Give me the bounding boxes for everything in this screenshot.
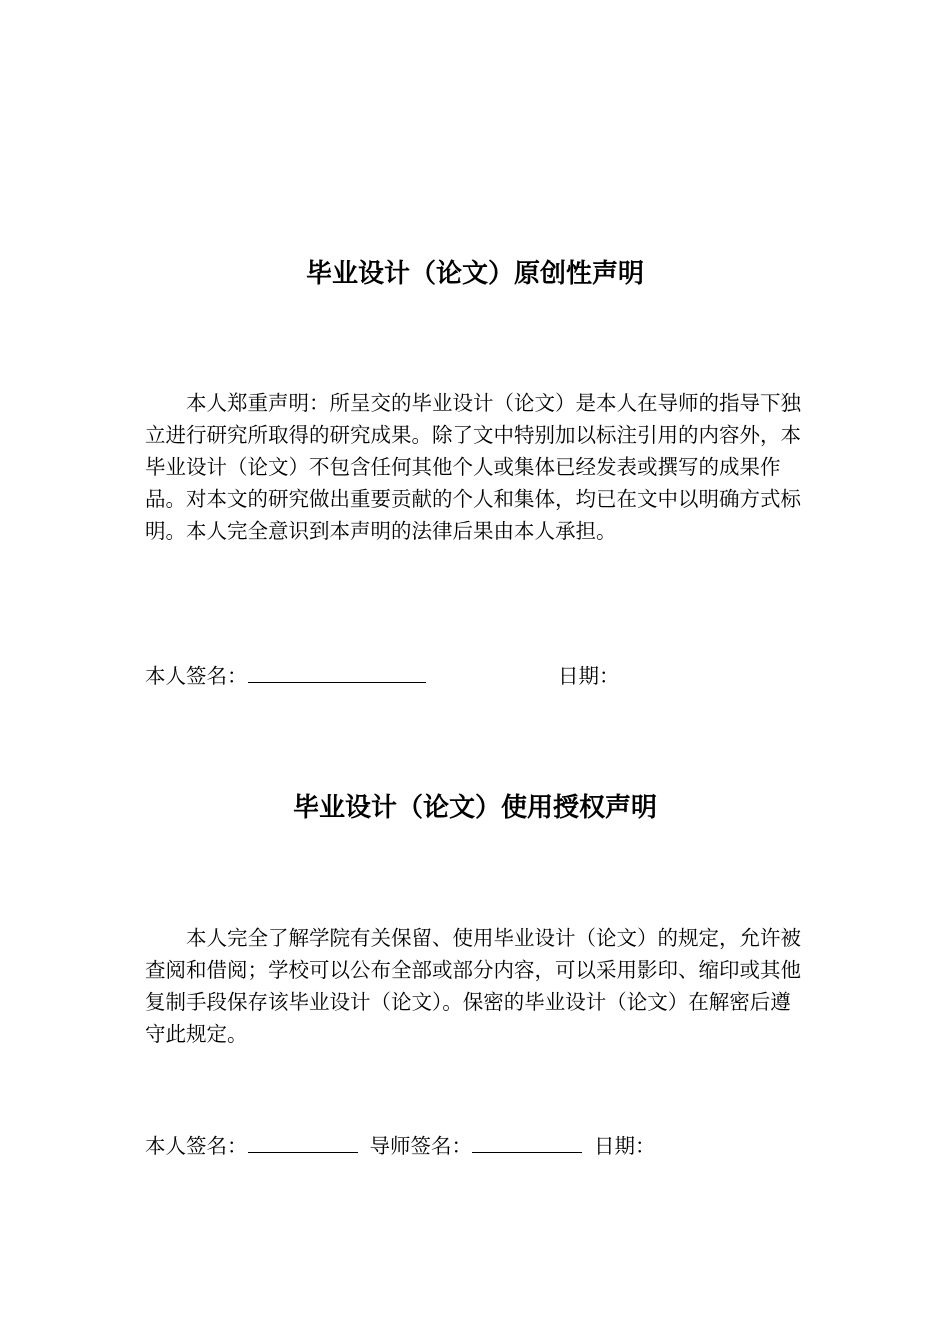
originality-declaration-title: 毕业设计（论文）原创性声明 [305, 259, 644, 289]
authorization-declaration-title: 毕业设计（论文）使用授权声明 [292, 793, 657, 823]
authorization-declaration-text: 本人完全了解学院有关保留、使用毕业设计（论文）的规定，允许被查阅和借阅；学校可以公布全部或部分内容，可以采用影印、缩印或其他复制手段保存该毕业设计（论文）。保密的毕业设计（论文）在解密后遵守此规定。 [145, 926, 801, 1046]
date-label: 日期： [558, 664, 620, 688]
originality-signature-row [145, 660, 845, 692]
authorization-signature-row [145, 1130, 845, 1162]
advisor-signature-line[interactable] [472, 1130, 582, 1153]
originality-declaration-text: 本人郑重声明：所呈交的毕业设计（论文）是本人在导师的指导下独立进行研究所取得的研究成果。除了文中特别加以标注引用的内容外，本毕业设计（论文）不包含任何其他个人或集体已经发表或撰写的成果作品。对本文的研究做出重要贡献的个人和集体，均已在文中以明确方式标明。本人完全意识到本声明的法律后果由本人承担。 [145, 391, 801, 543]
date-label: 日期： [594, 1134, 656, 1158]
author-signature-label: 本人签名： [145, 1134, 248, 1158]
author-signature-line[interactable] [248, 1130, 358, 1153]
author-signature-line[interactable] [248, 660, 426, 683]
advisor-signature-label: 导师签名： [369, 1134, 472, 1158]
author-signature-label: 本人签名： [145, 664, 248, 688]
